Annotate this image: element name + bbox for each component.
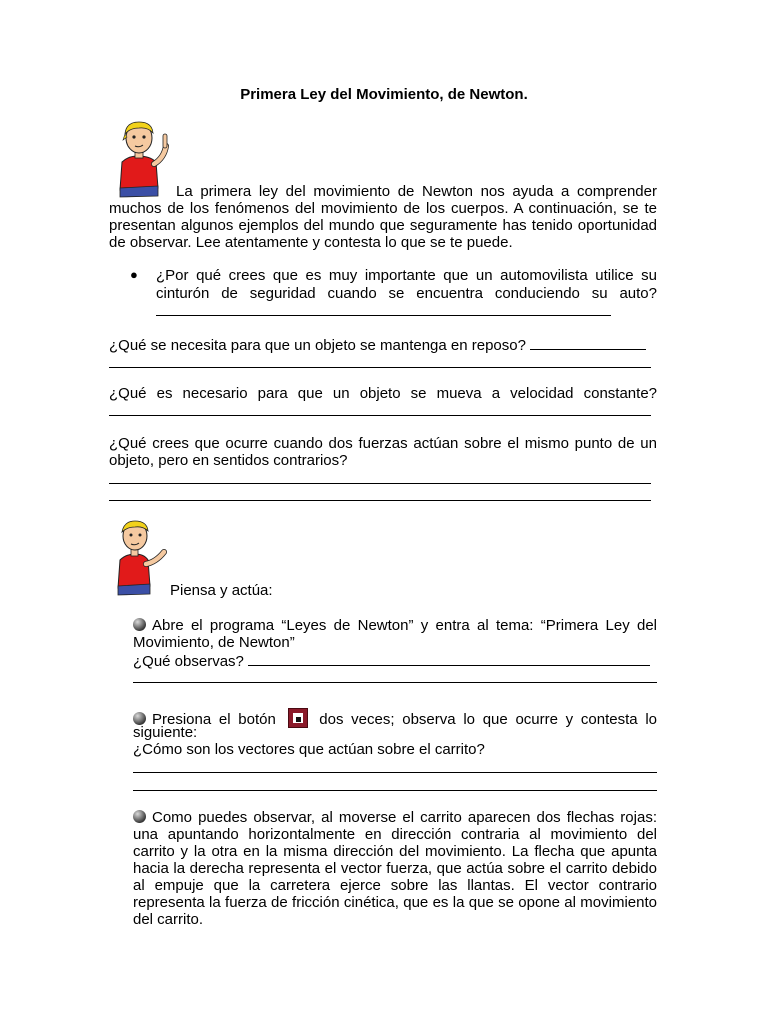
bullet-marker: ● (130, 267, 138, 282)
question-observe-text: ¿Qué observas? (133, 653, 244, 670)
page-title: Primera Ley del Movimiento, de Newton. (240, 86, 528, 103)
answer-line[interactable] (156, 315, 611, 316)
instruction-open-program-text: Abre el programa “Leyes de Newton” y entra al tema: “Primera Ley del (152, 617, 657, 634)
question-opposite-forces-line2: objeto, pero en sentidos contrarios? (109, 452, 348, 469)
boy-gesturing-illustration (108, 518, 172, 596)
answer-line[interactable] (133, 682, 657, 683)
answer-line-inline[interactable] (248, 651, 650, 666)
instruction-open-program-line2: Movimiento, de Newton” (133, 634, 295, 651)
intro-first-line: La primera ley del movimiento de Newton nos ayuda a comprender (176, 183, 657, 200)
instruction-press-button (133, 708, 657, 728)
explanation-text: Como puedes observar, al moverse el carrito aparecen dos flechas rojas: una apuntando horizontalmente en dirección contraria al movimiento del carrito y la otra en la misma dirección del movimiento. La flecha que apunta hacia la derecha representa el vector fuerza, que actúa sobre el carrito debido al empuje que la carretera ejerce sobre las llantas. El vector contrario representa la fuerza de fricción cinética, que es la que se opone al movimiento del carrito. (133, 809, 657, 928)
bullet-ball-icon (133, 618, 146, 631)
question-opposite-forces-line1: ¿Qué crees que ocurre cuando dos fuerzas actúan sobre el mismo punto de un (109, 435, 657, 452)
instruction-open-program-line1 (133, 617, 657, 634)
intro-paragraph: muchos de los fenómenos del movimiento de los cuerpos. A continuación, se te presentan algunos ejemplos del mundo que seguramente has tenido oportunidad de observar. Lee atentamente y contesta lo que se te puede. (109, 200, 657, 251)
bullet-question-line2: cinturón de seguridad cuando se encuentra conduciendo su auto? (156, 285, 657, 302)
answer-line[interactable] (109, 500, 651, 501)
bullet-question-line1: ¿Por qué crees que es muy importante que un automovilista utilice su (156, 267, 657, 284)
answer-line-inline[interactable] (530, 335, 646, 350)
program-button-icon (288, 708, 308, 728)
instruction-press-after: dos veces; observa lo que ocurre y contesta lo (319, 711, 657, 728)
bullet-ball-icon (133, 810, 146, 823)
answer-line[interactable] (109, 483, 651, 484)
instruction-press-before: Presiona el botón (152, 711, 276, 728)
question-rest-text: ¿Qué se necesita para que un objeto se mantenga en reposo? (109, 337, 526, 354)
question-observe (133, 651, 657, 670)
question-constant-velocity: ¿Qué es necesario para que un objeto se mueva a velocidad constante? (109, 385, 657, 402)
question-rest (109, 335, 657, 354)
answer-line[interactable] (109, 367, 651, 368)
instruction-press-line2: siguiente: (133, 724, 198, 741)
section-heading: Piensa y actúa: (170, 582, 273, 599)
boy-pointing-illustration (108, 118, 180, 198)
answer-line[interactable] (109, 415, 651, 416)
question-vectors: ¿Cómo son los vectores que actúan sobre el carrito? (133, 741, 485, 758)
explanation-paragraph (133, 809, 657, 928)
answer-line[interactable] (133, 772, 657, 773)
answer-line[interactable] (133, 790, 657, 791)
